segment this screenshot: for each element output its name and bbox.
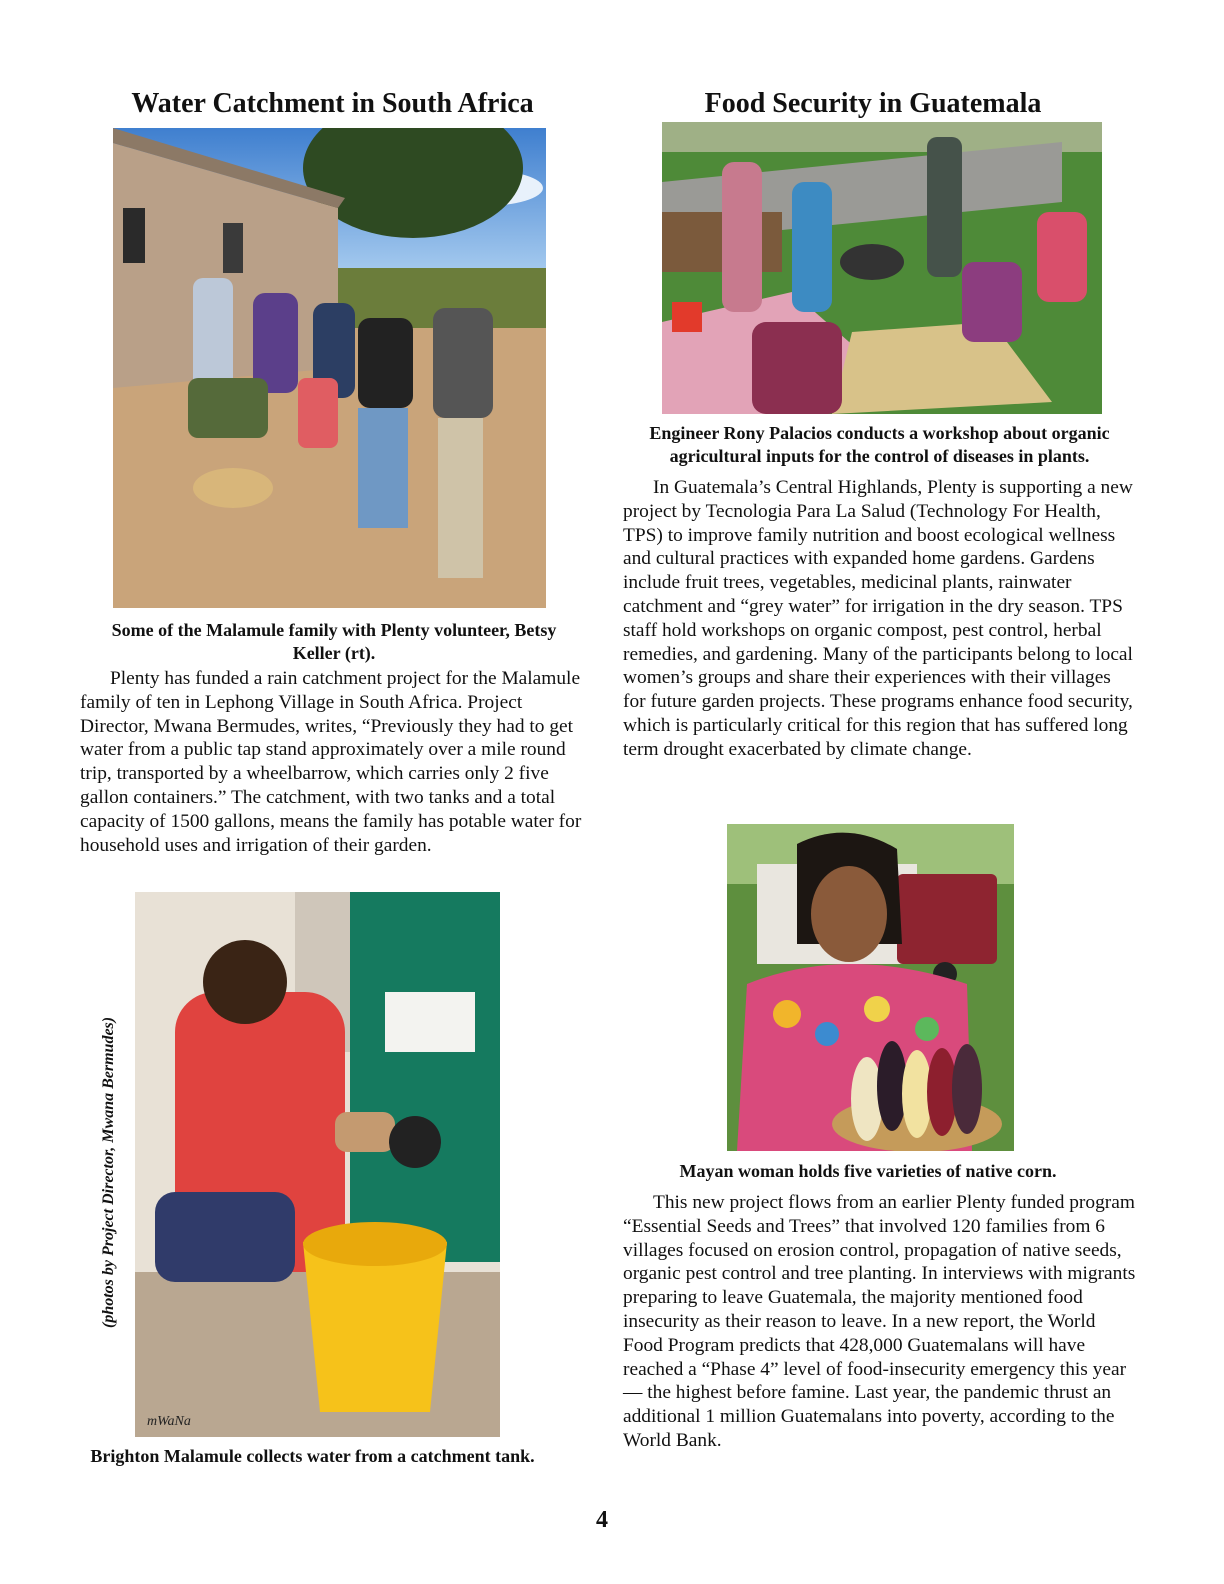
- photo-credit: (photos by Project Director, Mwana Bermudes): [100, 1016, 117, 1328]
- caption-brighton-tank: Brighton Malamule collects water from a catchment tank.: [90, 1446, 535, 1466]
- caption-malamule-family: Some of the Malamule family with Plenty volunteer, Betsy Keller (rt).: [111, 620, 557, 663]
- photo-brighton-tank: [135, 892, 500, 1437]
- paragraph-guatemala-2: [623, 1191, 1137, 1453]
- paragraph-south-africa-text: Plenty has funded a rain catchment project for the Malamule family of ten in Lephong Village in South Africa. Project Director, Mwana Bermudes, writes, “Previously they had to get water from a public tap stand approximately over a mile round trip, transported by a wheelbarrow, which carries only 2 five gallon containers.” The catchment, with two tanks and a total capacity of 1500 gallons, means the family has potable water for household uses and irrigation of their garden.: [80, 668, 582, 856]
- paragraph-south-africa: [80, 667, 586, 857]
- photo-signature: mWaNa: [147, 1414, 191, 1429]
- heading-south-africa: Water Catchment in South Africa: [131, 88, 534, 119]
- photo-malamule-family: [113, 128, 546, 608]
- heading-guatemala: Food Security in Guatemala: [704, 88, 1042, 119]
- caption-mayan-woman: Mayan woman holds five varieties of native corn.: [679, 1161, 1057, 1181]
- photo-mayan-woman-corn: [727, 824, 1014, 1151]
- paragraph-guatemala-1-text: In Guatemala’s Central Highlands, Plenty is supporting a new project by Tecnologia Para La Salud (Technology For Health, TPS) to improve family nutrition and boost ecological wellness and cultural practices with expanded home gardens. Gardens include fruit trees, vegetables, medicinal plants, rainwater catchment and “grey water” for irrigation in the dry season. TPS staff hold workshops on organic compost, pest control, herbal remedies, and gardening. Many of the participants belong to local women’s groups and share their experiences with their villages for future garden projects. These programs enhance food security, which is particularly critical for this region that has suffered long term drought exacerbated by climate change.: [623, 477, 1133, 760]
- paragraph-guatemala-1: [623, 476, 1137, 762]
- paragraph-guatemala-2-text: This new project flows from an earlier Plenty funded program “Essential Seeds and Trees” that involved 120 families from 6 villages focused on erosion control, propagation of native seeds, organic pest control and tree planting. In interviews with migrants preparing to leave Guatemala, the majority mentioned food insecurity as their reason to leave. In a new report, the World Food Program predicts that 428,000 Guatemalans will have reached a “Phase 4” level of food-insecurity emergency this year — the highest before famine. Last year, the pandemic thrust an additional 1 million Guatemalans into poverty, according to the World Bank.: [623, 1192, 1136, 1451]
- page-number: 4: [596, 1507, 608, 1533]
- caption-workshop: Engineer Rony Palacios conducts a workshop about organic agricultural inputs for the control of diseases in plants.: [649, 423, 1110, 466]
- photo-workshop: [662, 122, 1102, 414]
